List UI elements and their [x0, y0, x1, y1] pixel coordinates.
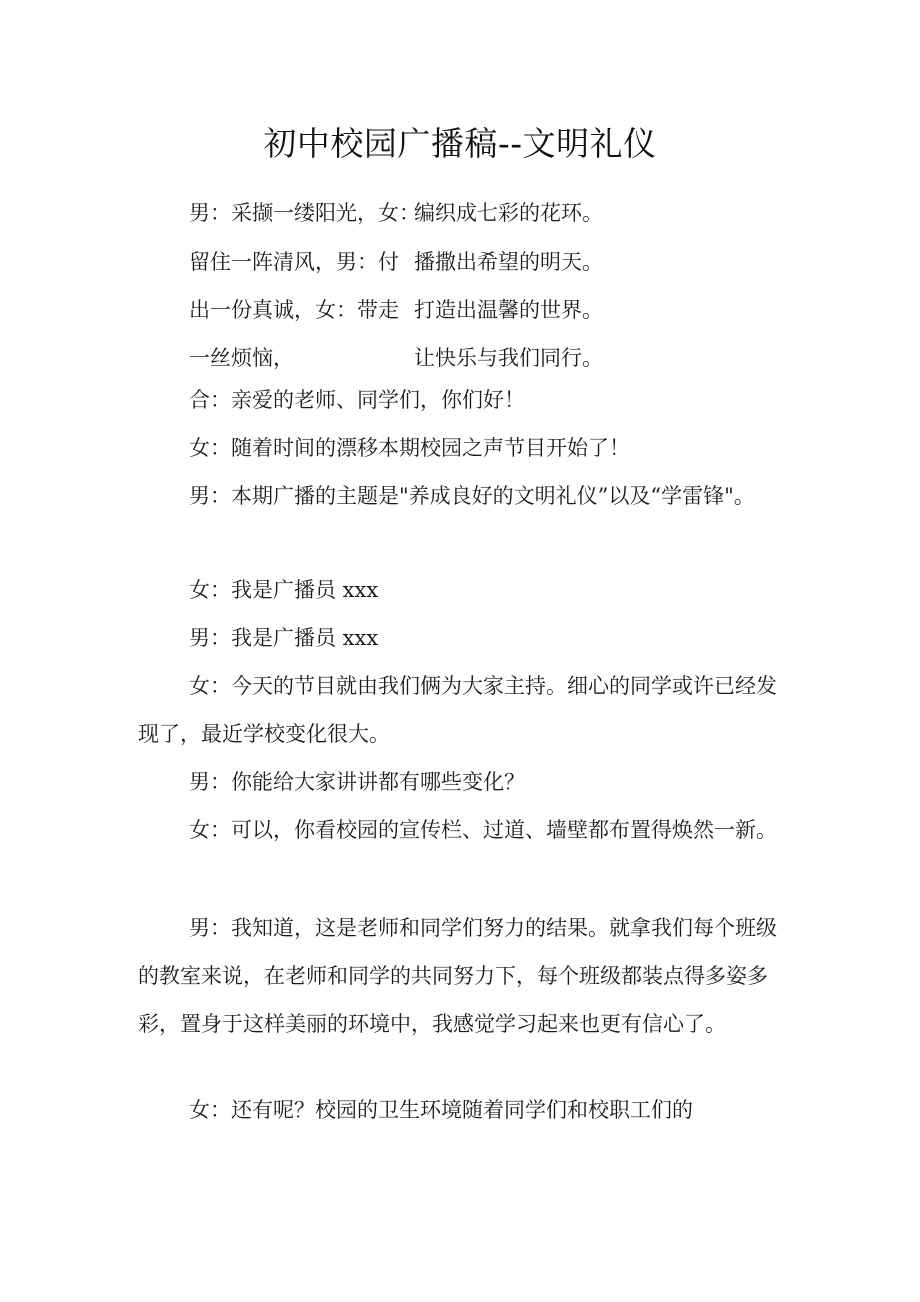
poem-line-right: 编织成七彩的花环。 — [414, 201, 603, 225]
paragraph-6: 女：今天的节目就由我们俩为大家主持。细心的同学或许已经发现了，最近学校变化很大。 — [138, 674, 777, 746]
poem-line-left: 留住一阵清风，男：付 — [189, 250, 399, 274]
paragraph-7: 男：你能给大家讲讲都有哪些变化？ — [189, 770, 525, 794]
paragraph-3: 男：本期广播的主题是"养成良好的文明礼仪”以及“学雷锋"。 — [189, 484, 755, 508]
poem-line-left: 出一份真诚，女：带走 — [189, 298, 399, 322]
poem-line-right: 打造出温馨的世界。 — [414, 298, 603, 322]
paragraph-4: 女：我是广播员 xxx — [189, 578, 379, 602]
document-title: 初中校园广播稿--文明礼仪 — [263, 124, 657, 163]
paragraph-2: 女：随着时间的漂移本期校园之声节目开始了！ — [189, 436, 630, 460]
paragraph-8: 女：可以，你看校园的宣传栏、过道、墙壁都布置得焕然一新。 — [189, 818, 777, 842]
poem-line-right: 让快乐与我们同行。 — [414, 346, 603, 370]
poem-line-right: 播撒出希望的明天。 — [414, 250, 603, 274]
poem-line-left: 一丝烦恼， — [189, 346, 294, 370]
paragraph-1: 合：亲爱的老师、同学们，你们好！ — [189, 388, 525, 412]
poem-line-left: 男：采撷一缕阳光，女： — [189, 201, 420, 225]
paragraph-5: 男：我是广播员 xxx — [189, 626, 379, 650]
paragraph-10: 女：还有呢？校园的卫生环境随着同学们和校职工们的 — [189, 1098, 693, 1122]
paragraph-9: 男：我知道，这是老师和同学们努力的结果。就拿我们每个班级的教室来说，在老师和同学的共同努力下，每个班级都装点得多姿多彩，置身于这样美丽的环境中，我感觉学习起来也更有信心了。 — [138, 916, 777, 1036]
